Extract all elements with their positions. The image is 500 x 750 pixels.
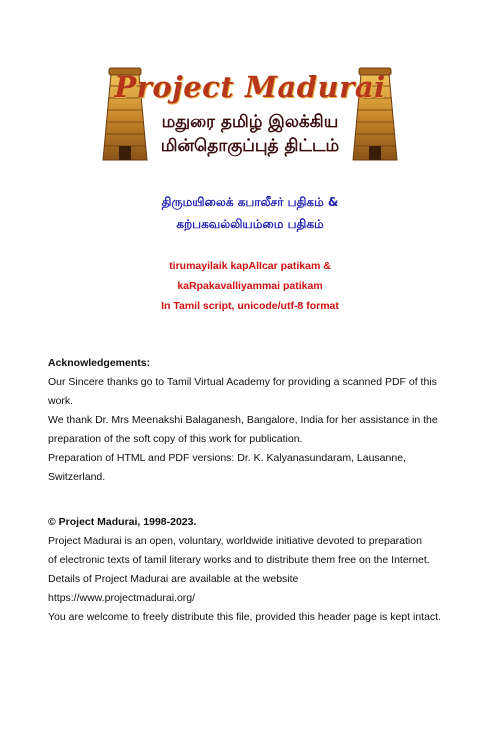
project-madurai-section [48, 513, 468, 627]
pm-line: Project Madurai is an open, voluntary, worldwide initiative devoted to preparation [48, 535, 422, 547]
ack-line: We thank Dr. Mrs Meenakshi Balaganesh, Bangalore, India for her assistance in the [48, 414, 438, 426]
format-line: In Tamil script, unicode/utf-8 format [161, 300, 339, 312]
acknowledgements-section [48, 354, 468, 487]
translit-line-1: tirumayilaik kapAlIcar patikam & [169, 260, 331, 272]
project-madurai-banner [95, 66, 405, 162]
copyright-heading: © Project Madurai, 1998-2023. [48, 516, 197, 528]
ack-line: work. [48, 395, 74, 407]
website-url[interactable]: https://www.projectmadurai.org/ [48, 592, 196, 604]
banner-title: Project Madurai [114, 70, 386, 104]
ack-line: Switzerland. [48, 471, 106, 483]
tamil-title-line-1: திருமயிலைக் கபாலீசர் பதிகம் & [161, 195, 339, 209]
translit-line-2: kaRpakavalliyammai patikam [177, 280, 323, 292]
tamil-title-line-2: கற்பகவல்லியம்மை பதிகம் [176, 217, 324, 231]
banner-tamil-line-2: மின்தொகுப்புத் திட்டம் [160, 136, 340, 156]
pm-line: of electronic texts of tamil literary works and to distribute them free on the Internet. [48, 554, 430, 566]
transliterated-title [0, 256, 500, 316]
tamil-title [0, 191, 500, 235]
ack-line: Preparation of HTML and PDF versions: Dr. K. Kalyanasundaram, Lausanne, [48, 452, 406, 464]
ack-line: preparation of the soft copy of this work for publication. [48, 433, 303, 445]
pm-line: Details of Project Madurai are available at the website [48, 573, 299, 585]
acknowledgements-heading: Acknowledgements: [48, 357, 151, 369]
pm-line: You are welcome to freely distribute this file, provided this header page is kept intact. [48, 611, 441, 623]
ack-line: Our Sincere thanks go to Tamil Virtual Academy for providing a scanned PDF of this [48, 376, 437, 388]
banner-tamil-line-1: மதுரை தமிழ் இலக்கிய [161, 112, 339, 132]
